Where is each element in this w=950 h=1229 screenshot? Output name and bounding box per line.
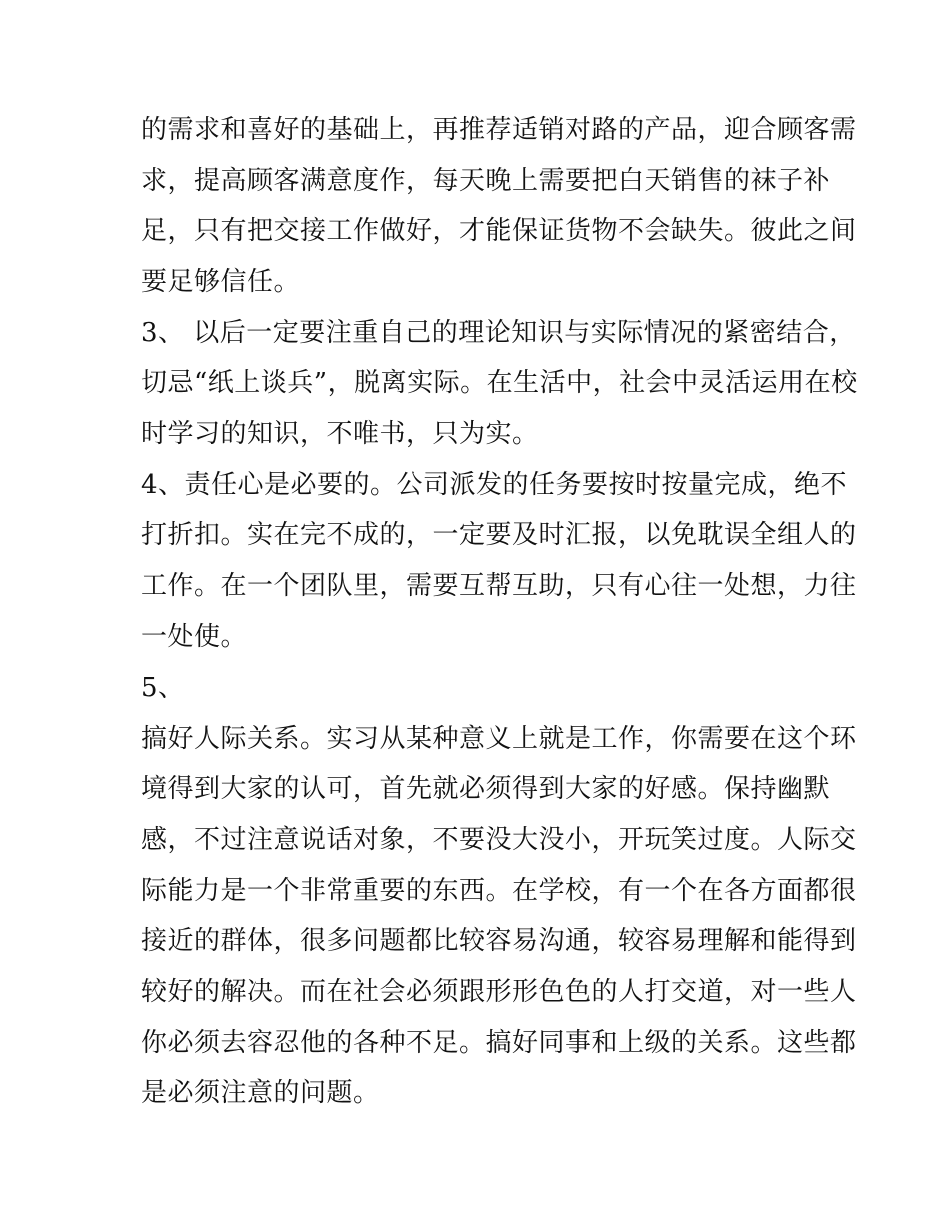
text-line: 3、 以后一定要注重自己的理论知识与实际情况的紧密结合， [141,318,856,348]
text-line: 搞好人际关系。实习从某种意义上就是工作，你需要在这个环 [141,724,857,754]
text-line: 切忌“纸上谈兵”，脱离实际。在生活中，社会中灵活运用在校 [141,368,858,398]
text-line: 是必须注意的问题。 [141,1078,380,1108]
text-line: 境得到大家的认可，首先就必须得到大家的好感。保持幽默 [141,774,831,804]
text-line: 求，提高顾客满意度作，每天晚上需要把白天销售的袜子补 [141,166,831,196]
text-line: 打折扣。实在完不成的，一定要及时汇报，以免耽误全组人的 [141,520,857,550]
text-line: 要足够信任。 [141,267,301,297]
text-line: 4、责任心是必要的。公司派发的任务要按时按量完成，绝不 [141,470,848,500]
text-line: 时学习的知识，不唯书，只为实。 [141,419,539,449]
text-line: 接近的群体，很多问题都比较容易沟通，较容易理解和能得到 [141,926,857,956]
text-line: 5、 [141,673,185,703]
text-line: 际能力是一个非常重要的东西。在学校，有一个在各方面都很 [141,876,857,906]
text-line: 你必须去容忍他的各种不足。搞好同事和上级的关系。这些都 [141,1028,857,1058]
text-line: 较好的解决。而在社会必须跟形形色色的人打交道，对一些人 [141,977,857,1007]
text-line: 一处使。 [141,622,248,652]
text-line: 工作。在一个团队里，需要互帮互助，只有心往一处想，力往 [141,571,857,601]
text-line: 的需求和喜好的基础上，再推荐适销对路的产品，迎合顾客需 [141,115,857,145]
text-line: 感，不过注意说话对象，不要没大没小，开玩笑过度。人际交 [141,825,857,855]
text-line: 足，只有把交接工作做好，才能保证货物不会缺失。彼此之间 [141,216,857,246]
